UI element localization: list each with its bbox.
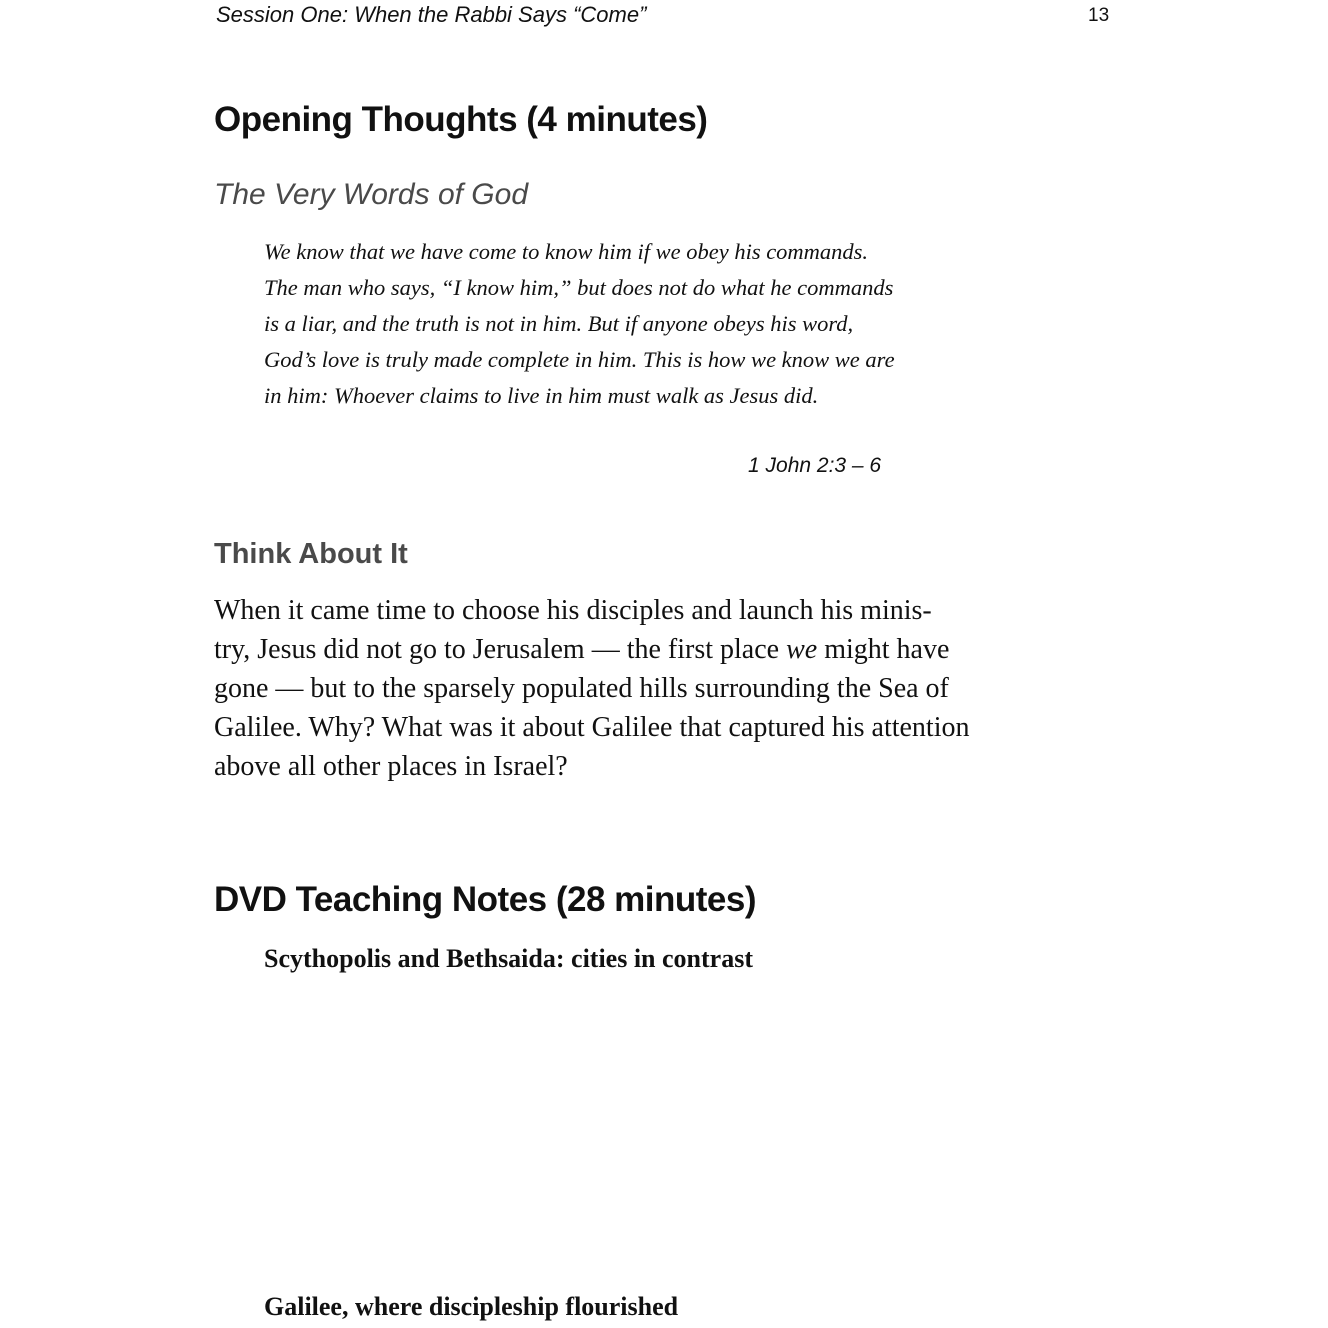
quote-line: The man who says, “I know him,” but does not do what he commands xyxy=(264,275,894,300)
running-head-title: Session One: When the Rabbi Says “Come” xyxy=(216,2,647,27)
opening-thoughts-heading: Opening Thoughts (4 minutes) xyxy=(214,100,708,139)
dvd-notes-heading: DVD Teaching Notes (28 minutes) xyxy=(214,880,757,919)
quote-line: We know that we have come to know him if we obey his commands. xyxy=(264,239,869,264)
paragraph-line: When it came time to choose his disciples and launch his minis- xyxy=(214,595,932,626)
quote-line: is a liar, and the truth is not in him. But if anyone obeys his word, xyxy=(264,311,854,336)
paragraph-line xyxy=(214,630,1114,669)
paragraph-text: might have xyxy=(817,634,950,665)
note-scythopolis-bethsaida: Scythopolis and Bethsaida: cities in contrast xyxy=(264,944,753,973)
scripture-citation: 1 John 2:3 – 6 xyxy=(748,454,882,477)
think-about-it-heading: Think About It xyxy=(214,538,408,570)
page-number: 13 xyxy=(1088,5,1110,26)
think-about-it-paragraph xyxy=(214,591,1114,786)
emphasis-text: we xyxy=(786,634,818,665)
paragraph-text: try, Jesus did not go to Jerusalem — the first place xyxy=(214,634,787,665)
quote-line: God’s love is truly made complete in him. This is how we know we are xyxy=(264,347,895,372)
scripture-quote xyxy=(264,234,1084,414)
quote-line: in him: Whoever claims to live in him must walk as Jesus did. xyxy=(264,383,819,408)
very-words-subheading: The Very Words of God xyxy=(214,178,529,211)
paragraph-line: gone — but to the sparsely populated hills surrounding the Sea of xyxy=(214,673,949,704)
paragraph-line: above all other places in Israel? xyxy=(214,751,568,782)
note-galilee-discipleship: Galilee, where discipleship flourished xyxy=(264,1292,679,1321)
paragraph-line: Galilee. Why? What was it about Galilee that captured his attention xyxy=(214,712,970,743)
